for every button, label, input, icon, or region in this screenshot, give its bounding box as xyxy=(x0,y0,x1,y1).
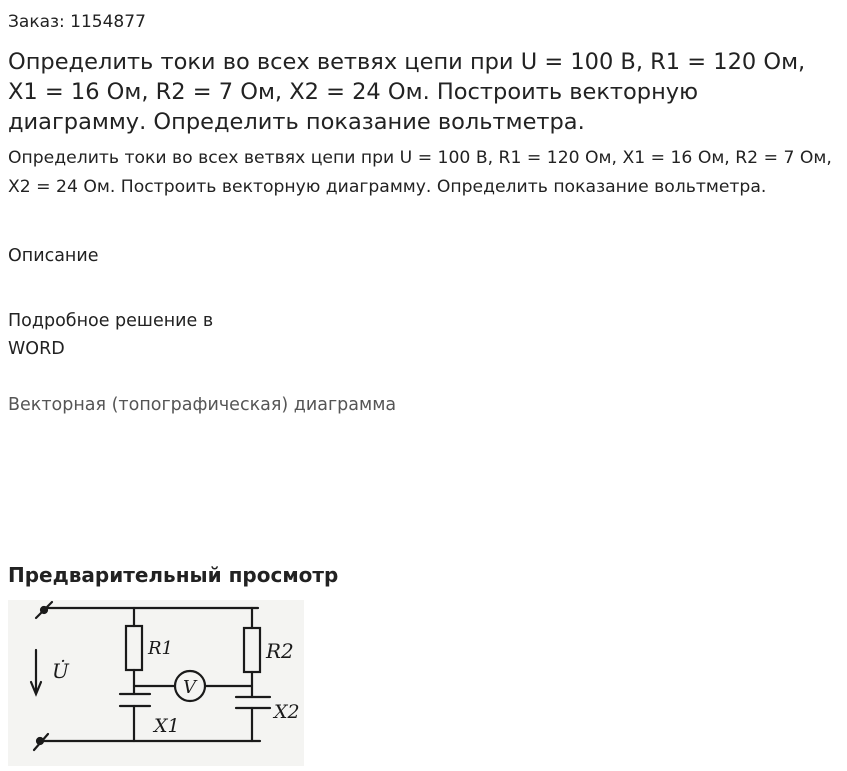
solution-format-text: Подробное решение в WORD xyxy=(8,311,214,359)
capacitor-x2 xyxy=(236,697,270,708)
resistor-r1 xyxy=(126,626,142,670)
problem-statement: Определить токи во всех ветвях цепи при U = 100 В, R1 = 120 Ом, X1 = 16 Ом, R2 = 7 Ом, X2 = 24 Ом. Построить векторную диаграмму. Определить показание вольтметра. xyxy=(8,148,832,197)
circuit-diagram xyxy=(8,600,304,766)
description-heading: Описание xyxy=(8,246,99,266)
r1-label: R1 xyxy=(148,638,174,659)
voltage-arrow xyxy=(31,650,41,694)
preview-image[interactable] xyxy=(8,600,304,766)
vector-diagram-text: Векторная (топографическая) диаграмма xyxy=(8,395,397,415)
order-number: Заказ: 1154877 xyxy=(8,12,146,32)
r2-label: R2 xyxy=(266,639,294,663)
preview-heading: Предварительный просмотр xyxy=(8,563,339,587)
voltmeter-label: V xyxy=(183,677,196,698)
capacitor-x1 xyxy=(120,694,150,706)
x2-label: X2 xyxy=(274,701,300,723)
resistor-r2 xyxy=(244,628,260,672)
source-label: U̇ xyxy=(52,659,69,683)
page-title: Определить токи во всех ветвях цепи при U = 100 В, R1 = 120 Ом, X1 = 16 Ом, R2 = 7 Ом, X2 = 24 Ом. Построить векторную диаграмму. Определить показание вольтметра. xyxy=(8,49,806,135)
x1-label: X1 xyxy=(154,715,180,737)
